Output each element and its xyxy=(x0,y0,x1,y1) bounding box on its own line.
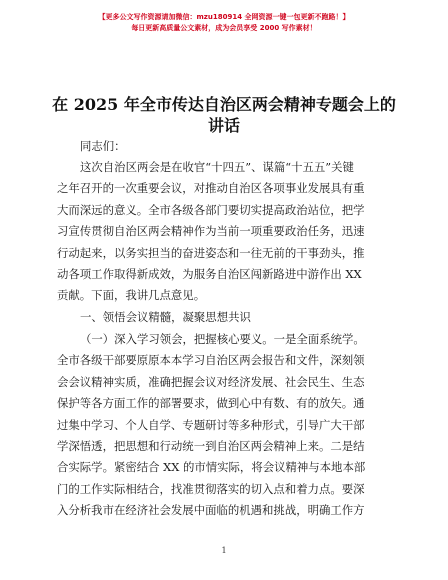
paragraph-section-1 xyxy=(57,329,393,522)
text-line: 贡献。下面，我讲几点意见。 xyxy=(57,288,206,303)
text-line: 习宣传贯彻自治区两会精神作为当前一项重要政治任务，迅速 xyxy=(57,224,365,239)
section-heading-1 xyxy=(57,307,393,328)
paragraph-intro xyxy=(57,157,393,307)
text-line: 动各项工作取得新成效，为服务自治区闯新路进中游作出 XX xyxy=(57,266,362,281)
text-line: 过集中学习、个人自学、专题研讨等多种形式，引导广大干部 xyxy=(57,417,365,432)
text-line: 合实际学。紧密结合 XX 的市情实际，将会议精神与本地本部 xyxy=(57,460,366,475)
title-line-1: 在 2025 年全市传达自治区两会精神专题会上的 xyxy=(52,95,396,114)
text-line: 行动起来，以务实担当的奋进姿态和一往无前的干事劲头，推 xyxy=(57,245,365,260)
heading-line: 一、领悟会议精髓，凝聚思想共识 xyxy=(80,310,251,324)
text-line: 保护等各方面工作的部署要求，做到心中有数、有的放矢。通 xyxy=(57,396,365,411)
promo-banner-line-1: 【更多公文写作资源请加微信：mzu180914 全网资源一键一包更新不跑路！】 xyxy=(98,13,350,21)
page-number: 1 xyxy=(221,546,227,555)
greeting: 同志们： xyxy=(80,139,126,153)
promo-banner-line-2: 每日更新高质量公文素材，成为会员享受 2000 写作素材！ xyxy=(131,24,317,32)
text-line: 之年召开的一次重要会议，对推动自治区各项事业发展具有重 xyxy=(57,181,365,196)
text-line: 门的工作实际相结合，找准贯彻落实的切入点和着力点。要深 xyxy=(57,481,365,496)
text-line: 大而深远的意义。全市各级各部门要切实提高政治站位，把学 xyxy=(57,202,365,217)
text-line: 全市各级干部要原原本本学习自治区两会报告和文件，深刻领 xyxy=(57,353,365,368)
text-line: （一）深入学习领会，把握核心要义。一是全面系统学。 xyxy=(80,332,365,346)
title-line-2: 讲话 xyxy=(207,116,240,135)
text-line: 学深悟透，把思想和行动统一到自治区两会精神上来。二是结 xyxy=(57,438,365,453)
text-line: 会会议精神实质，准确把握会议对经济发展、社会民生、生态 xyxy=(57,374,365,389)
document-title xyxy=(40,94,408,136)
text-line: 这次自治区两会是在收官“十四五”、谋篇“十五五”关键 xyxy=(80,160,354,174)
text-line: 入分析我市在经济社会发展中面临的机遇和挑战，明确工作方 xyxy=(57,503,365,518)
